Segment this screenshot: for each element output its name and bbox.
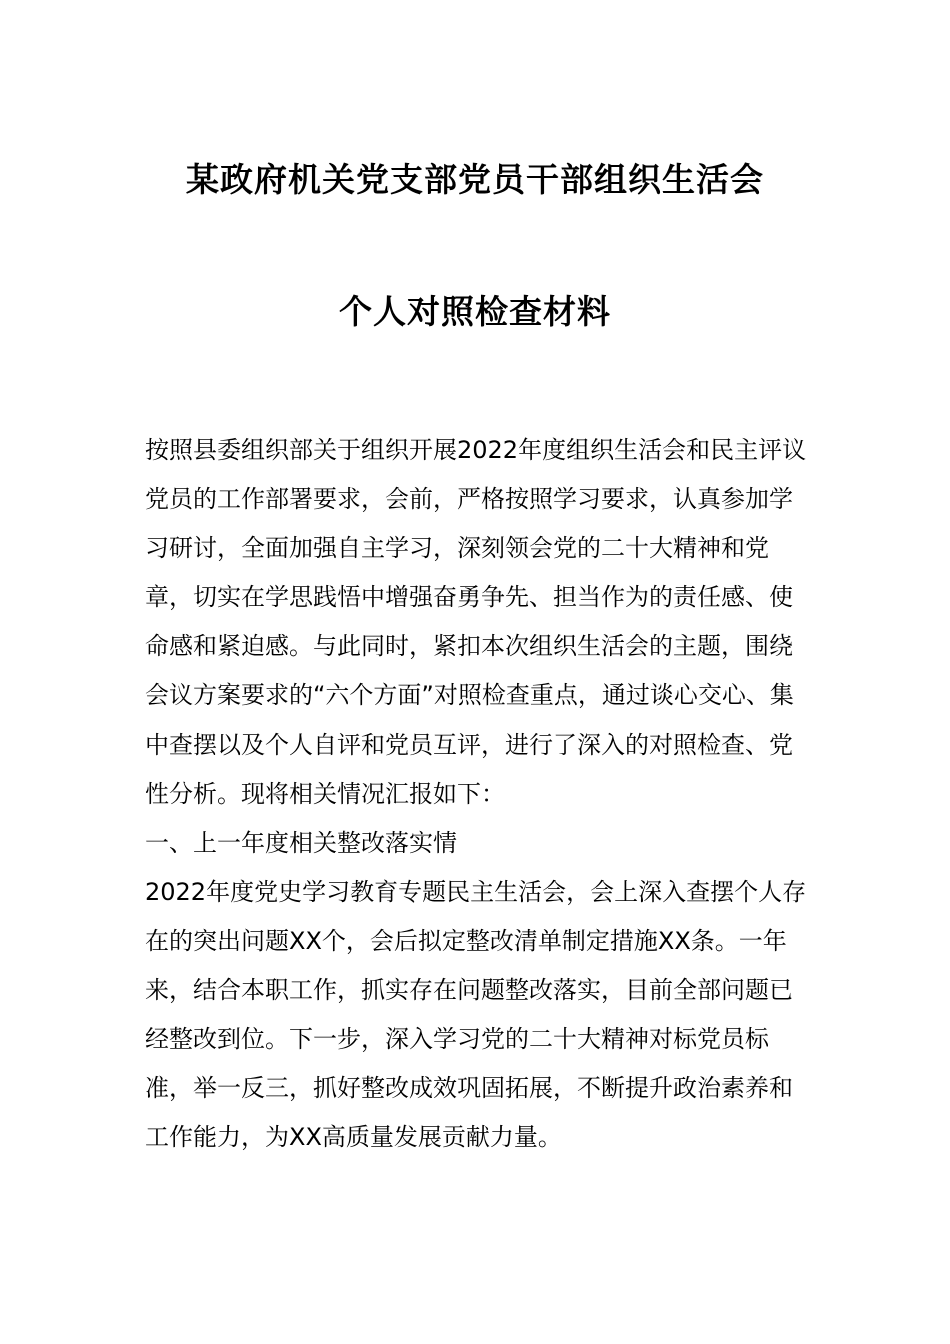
document-title-line-1: 某政府机关党支部党员干部组织生活会 <box>186 160 764 199</box>
paragraph-intro: 按照县委组织部关于组织开展2022年度组织生活会和民主评议党员的工作部署要求，会前，严格按照学习要求，认真参加学习研讨，全面加强自主学习，深刻领会党的二十大精神和党章，切实在学思践悟中增强奋勇争先、担当作为的责任感、使命感和紧迫感。与此同时，紧扣本次组织生活会的主题，围绕会议方案要求的“六个方面”对照检查重点，通过谈心交心、集中查摆以及个人自评和党员互评，进行了深入的对照检查、党性分析。现将相关情况汇报如下： <box>145 436 807 808</box>
paragraph-rectification: 2022年度党史学习教育专题民主生活会，会上深入查摆个人存在的突出问题XX个，会后拟定整改清单制定措施XX条。一年来，结合本职工作，抓实存在问题整改落实，目前全部问题已经整改到位。下一步，深入学习党的二十大精神对标党员标准，举一反三，抓好整改成效巩固拓展，不断提升政治素养和工作能力，为XX高质量发展贡献力量。 <box>145 877 807 1152</box>
document-body <box>145 426 813 1162</box>
section-heading-1: 一、上一年度相关整改落实情 <box>145 828 457 857</box>
document-title-line-2: 个人对照检查材料 <box>339 292 611 331</box>
